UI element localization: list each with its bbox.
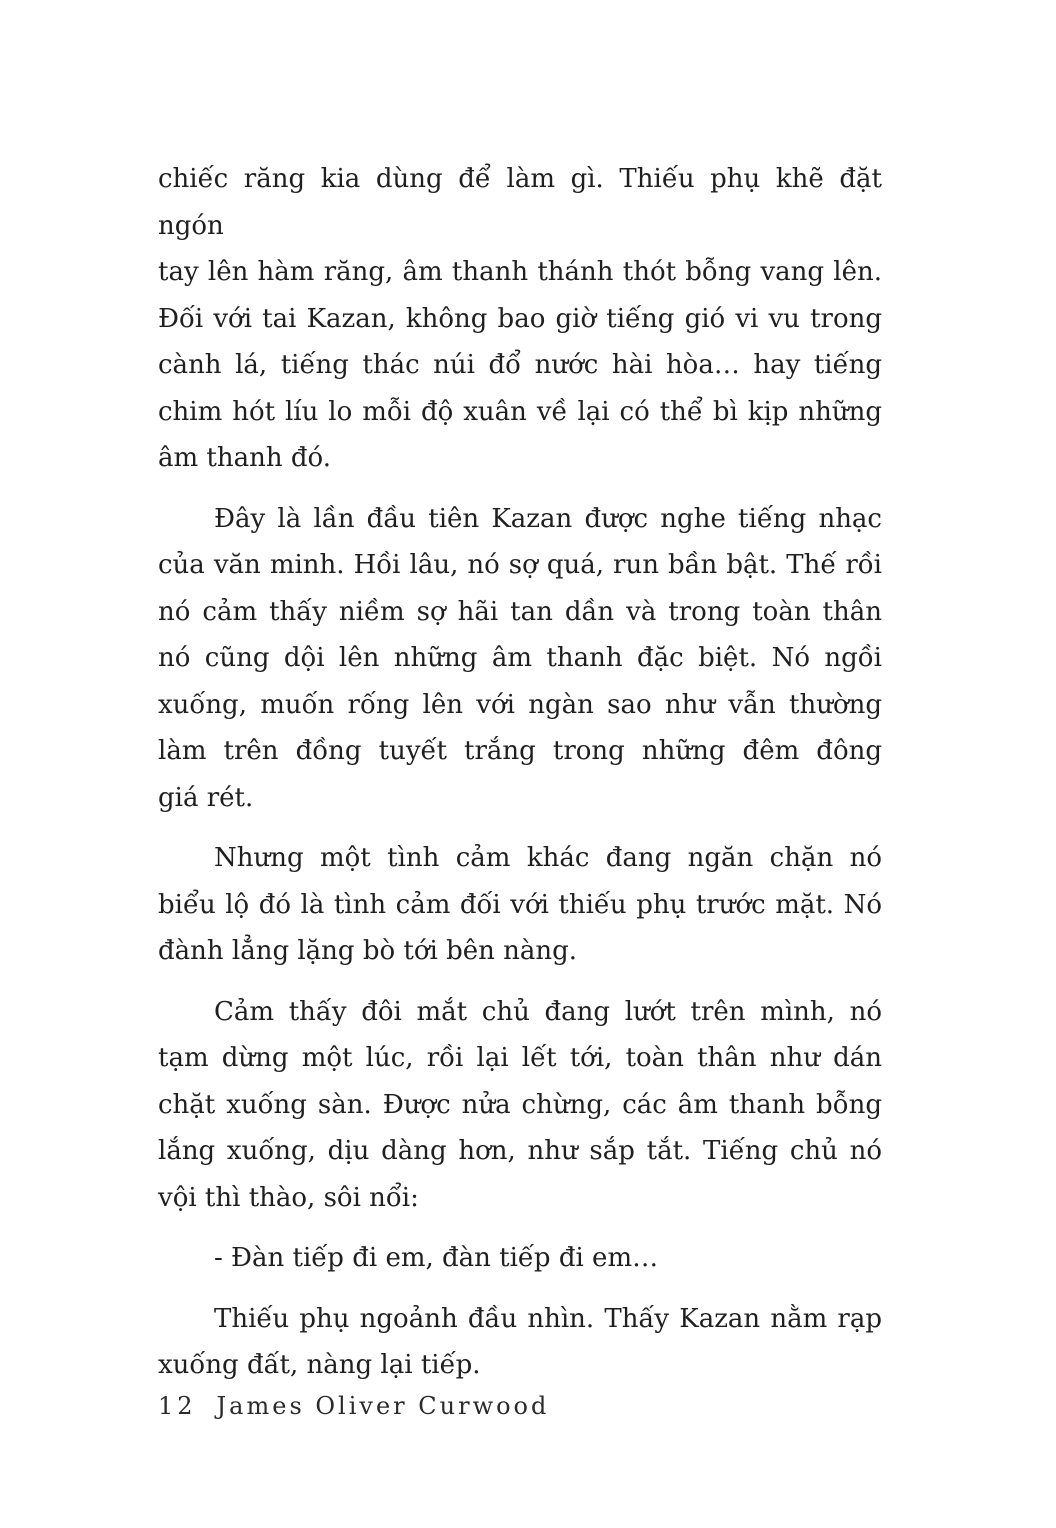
text-block [158,156,882,1403]
text-line: nó cảm thấy niềm sợ hãi tan dần và trong toàn thân [158,596,882,627]
text-line: chiếc răng kia dùng để làm gì. Thiếu phụ khẽ đặt ngón [158,164,882,241]
text-line: tạm dừng một lúc, rồi lại lết tới, toàn thân như dán [158,1043,882,1073]
page-footer [158,1392,549,1420]
text-line: chặt xuống sàn. Được nửa chừng, các âm thanh bỗng [158,1089,882,1120]
page-number: 12 [158,1392,197,1420]
text-line: xuống, muốn rống lên với ngàn sao như vẫn thường [158,689,882,720]
text-line: chim hót líu lo mỗi độ xuân về lại có thể bì kịp những [158,396,882,427]
text-line: làm trên đồng tuyết trắng trong những đêm đông [158,736,882,766]
paragraph [158,156,882,482]
text-line: Đây là lần đầu tiên Kazan được nghe tiếng nhạc [214,503,882,534]
text-line: tay lên hàm răng, âm thanh thánh thót bỗng vang lên. [158,257,882,287]
paragraph [158,989,882,1222]
text-line: giá rét. [158,782,254,813]
text-line: của văn minh. Hồi lâu, nó sợ quá, run bần bật. Thế rồi [158,550,882,580]
paragraph [158,1235,882,1282]
text-line: lắng xuống, dịu dàng hơn, như sắp tắt. Tiếng chủ nó [158,1136,882,1166]
text-line: xuống đất, nàng lại tiếp. [158,1350,481,1380]
text-line: Thiếu phụ ngoảnh đầu nhìn. Thấy Kazan nằm rạp [214,1303,882,1334]
text-line: âm thanh đó. [158,443,331,473]
text-line: Đối với tai Kazan, không bao giờ tiếng gió vi vu trong [158,303,882,334]
paragraph [158,496,882,822]
text-line: biểu lộ đó là tình cảm đối với thiếu phụ trước mặt. Nó [158,889,882,920]
text-line: Cảm thấy đôi mắt chủ đang lướt trên mình, nó [214,996,882,1027]
author-name: James Oliver Curwood [216,1392,550,1420]
text-line: Nhưng một tình cảm khác đang ngăn chặn nó [214,843,882,873]
paragraph [158,835,882,975]
text-line: - Đàn tiếp đi em, đàn tiếp đi em… [214,1243,659,1273]
text-line: vội thì thào, sôi nổi: [158,1182,419,1213]
text-line: cành lá, tiếng thác núi đổ nước hài hòa… hay tiếng [158,350,882,380]
paragraph [158,1296,882,1389]
text-line: đành lẳng lặng bò tới bên nàng. [158,936,578,966]
text-line: nó cũng dội lên những âm thanh đặc biệt. Nó ngồi [158,643,882,673]
